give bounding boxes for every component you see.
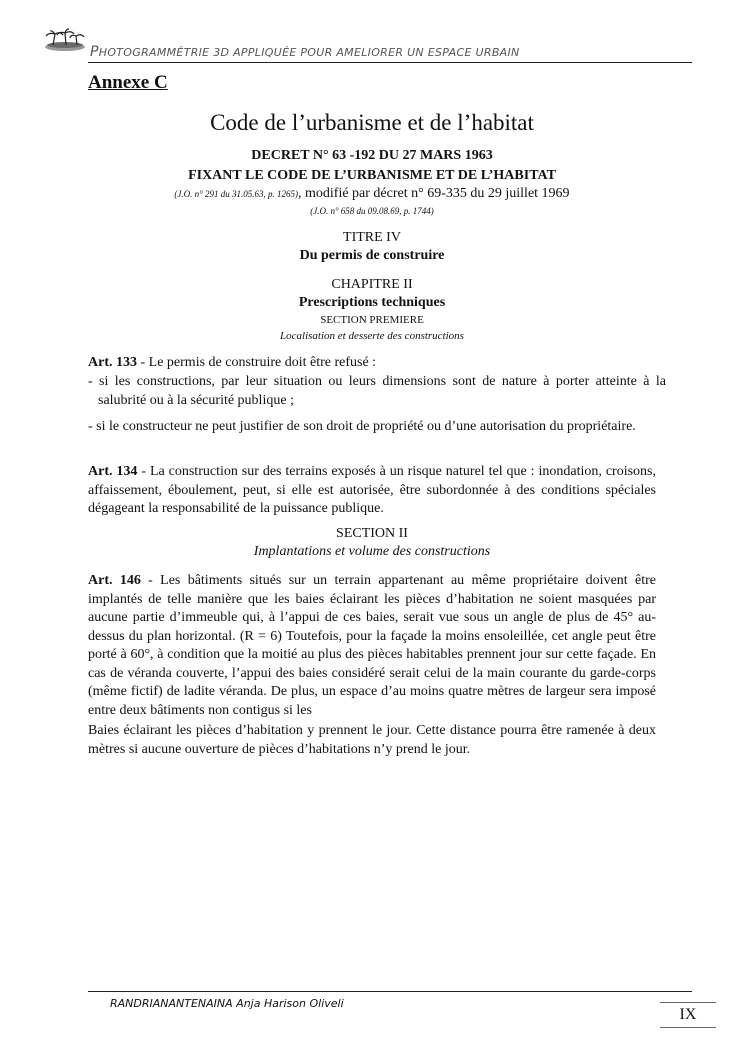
decree-line-1: DECRET N° 63 -192 DU 27 MARS 1963 bbox=[251, 148, 493, 163]
article-146-continuation: Baies éclairant les pièces d’habitation y prennent le jour. Cette distance pourra être ramenée à deux mètres si aucune ouverture de pièces d’habitations n’y prend le jour. bbox=[88, 723, 656, 757]
article-146-label: Art. 146 bbox=[88, 573, 141, 588]
article-146: Art. 146 - Les bâtiments situés sur un terrain appartenant au même propriétaire doivent être implantés de telle manière que les baies éclairant les pièces d’habitation ne soient masquées par aucune partie d’immeuble qui, à l’appui de ces baies, serait vue sous un angle de plus de 45° au-dessus du plan horizontal. (R = 6) Toutefois, pour la façade la moins ensoleillée, cet angle peut être porté à 60°, à condition que la moitié au plus des pièces habitables prennent jour sur cette façade. En cas de véranda couverte, l’appui des baies considéré serait celui de la main courante du garde-corps (même fictif) de ladite véranda. De plus, un espace d’au moins quatre mètres de largeur sera imposé entre deux bâtiments non contigus si les bbox=[88, 573, 656, 718]
article-134: Art. 134 - La construction sur des terrains exposés à un risque naturel tel que : inondation, croisons, affaissement, éboulement, peut, si elle est autorisée, être subordonnée à des conditions spéciales dégageant la responsabilité de la puissance publique. bbox=[88, 464, 656, 516]
article-134-label: Art. 134 bbox=[88, 464, 138, 479]
section-1-heading: SECTION PREMIERE bbox=[320, 314, 424, 326]
title-subheading: Du permis de construire bbox=[299, 248, 445, 263]
journal-reference-2: (J.O. n° 658 du 09.08.69, p. 1744) bbox=[310, 206, 434, 216]
footer-divider bbox=[88, 991, 692, 992]
journal-reference: (J.O. n° 291 du 31.05.63, p. 1265) bbox=[174, 189, 299, 199]
modification-note: , modifié par décret n° 69-335 du 29 juillet 1969 bbox=[298, 186, 570, 201]
article-133: Art. 133 - Le permis de construire doit être refusé : bbox=[88, 355, 377, 370]
palm-trees-logo-icon bbox=[44, 28, 86, 52]
header-divider bbox=[88, 62, 692, 63]
section-2-heading: SECTION II bbox=[336, 526, 408, 541]
footer-author: RANDRIANANTENAINA Anja Harison Oliveli bbox=[110, 997, 344, 1010]
article-133-label: Art. 133 bbox=[88, 355, 137, 370]
document-title: Code de l’urbanisme et de l’habitat bbox=[210, 110, 534, 135]
running-header-title: PHOTOGRAMMÉTRIE 3D APPLIQUÉE POUR AMELIORER UN ESPACE URBAIN bbox=[90, 44, 520, 60]
decree-reference bbox=[88, 186, 656, 202]
chapter-subheading: Prescriptions techniques bbox=[298, 295, 446, 310]
article-133-bullet-2: - si le constructeur ne peut justifier de son droit de propriété ou d’une autorisation du propriétaire. bbox=[88, 419, 636, 434]
article-133-bullet-1: - si les constructions, par leur situation ou leurs dimensions sont de nature à porter atteinte à la salubrité ou à la sécurité publique ; bbox=[88, 374, 666, 408]
title-heading: TITRE IV bbox=[343, 230, 401, 245]
section-2-subheading: Implantations et volume des constructions bbox=[253, 544, 491, 559]
page-number: IX bbox=[660, 1002, 716, 1028]
annex-heading: Annexe C bbox=[88, 72, 168, 93]
chapter-heading: CHAPITRE II bbox=[331, 277, 413, 292]
decree-line-2: FIXANT LE CODE DE L’URBANISME ET DE L’HABITAT bbox=[188, 168, 556, 183]
section-1-subheading: Localisation et desserte des constructions bbox=[280, 330, 464, 342]
